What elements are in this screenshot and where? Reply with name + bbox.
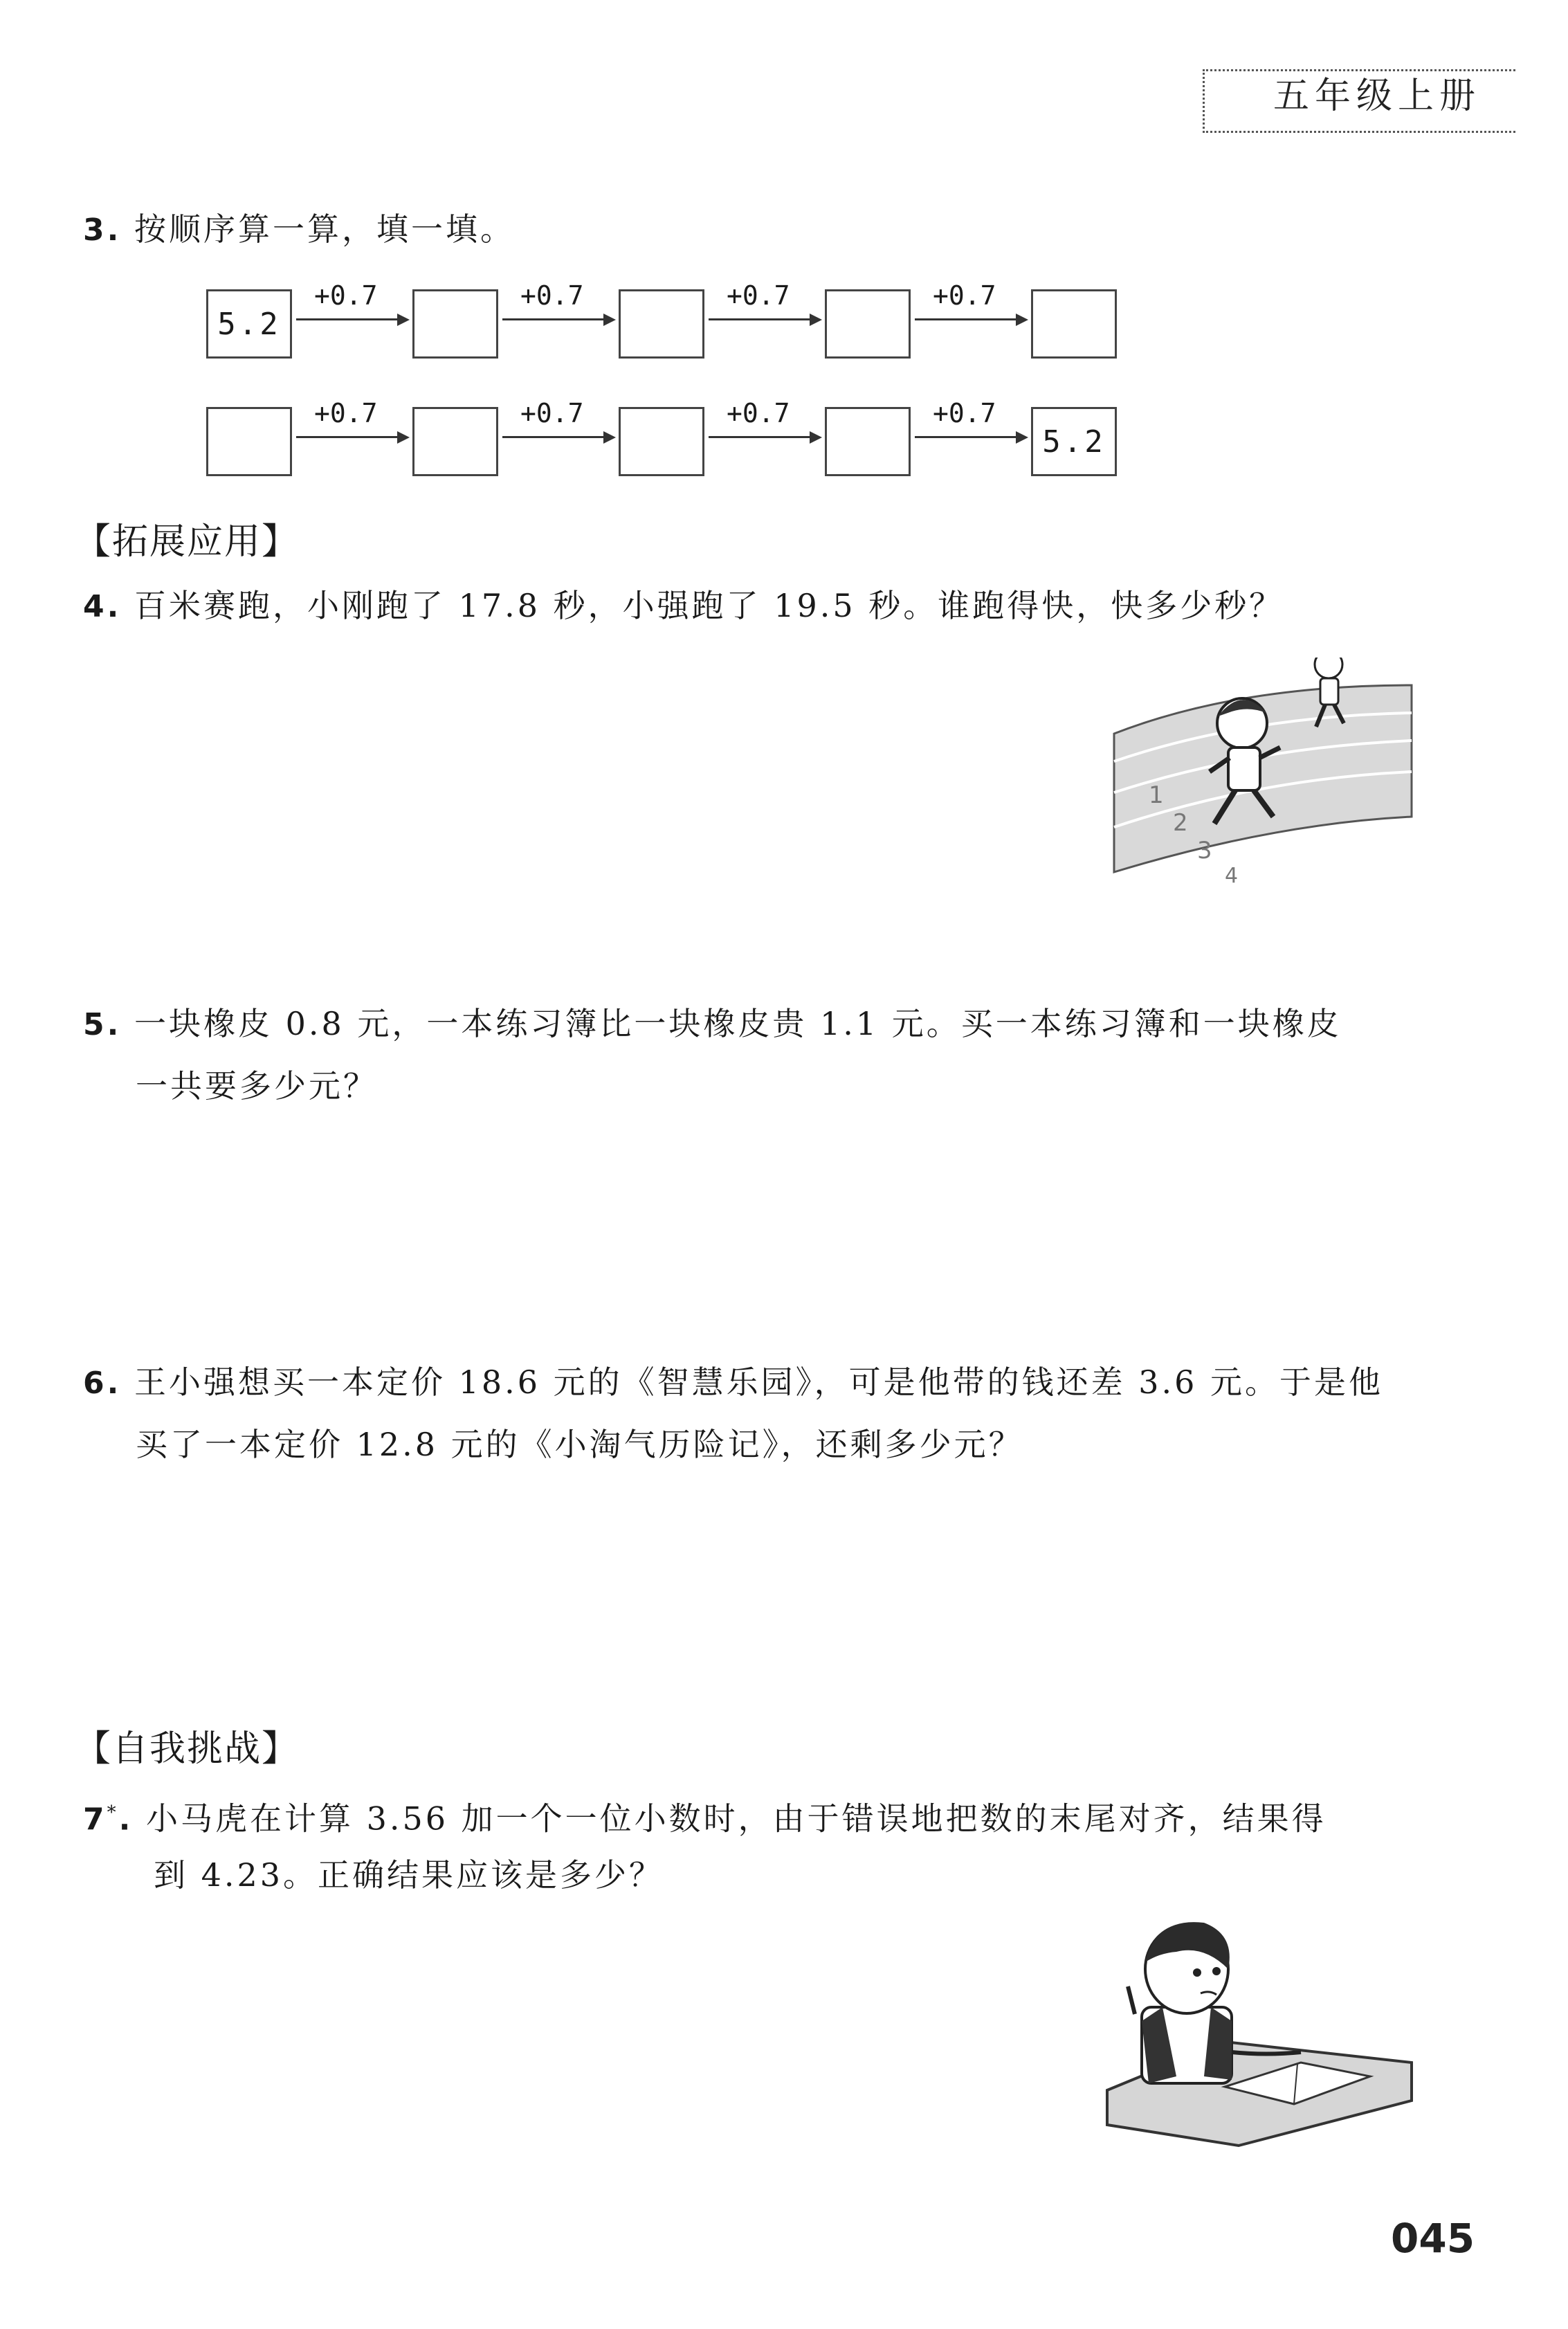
chain-arrow xyxy=(915,280,1025,336)
question-6 xyxy=(83,1351,1383,1415)
question-number-dot: . xyxy=(118,1802,134,1838)
question-7 xyxy=(83,1782,1327,1851)
question-number: 7 xyxy=(83,1802,107,1838)
question-text: 按顺序算一算，填一填。 xyxy=(134,210,515,248)
lane-number: 1 xyxy=(1149,781,1164,809)
pencil-icon xyxy=(1128,1986,1135,2014)
arrow-head-icon xyxy=(810,314,822,326)
question-3 xyxy=(83,198,515,262)
chain-box-start: 5.2 xyxy=(206,289,292,359)
chain-arrow xyxy=(502,280,613,336)
step-label: +0.7 xyxy=(520,398,584,428)
chain-arrow xyxy=(709,398,819,453)
question-text: 百米赛跑，小刚跑了 17.8 秒，小强跑了 19.5 秒。谁跑得快，快多少秒？ xyxy=(134,587,1284,624)
section-title-challenge: 【自我挑战】 xyxy=(75,1728,300,1770)
question-text-line-1: 小马虎在计算 3.56 加一个一位小数时，由于错误地把数的末尾对齐，结果得 xyxy=(145,1800,1327,1838)
running-track-illustration xyxy=(1100,658,1419,886)
question-text-line-1: 一块橡皮 0.8 元，一本练习簿比一块橡皮贵 1.1 元。买一本练习簿和一块橡皮 xyxy=(134,1005,1342,1042)
chain-arrow xyxy=(296,280,407,336)
question-4 xyxy=(83,574,1284,638)
studying-boy-illustration xyxy=(1100,1903,1419,2153)
answer-box[interactable] xyxy=(1031,289,1117,359)
step-label: +0.7 xyxy=(520,280,584,311)
lane-number: 3 xyxy=(1197,837,1212,864)
question-number: 3. xyxy=(83,212,122,248)
question-6-line-2: 买了一本定价 12.8 元的《小淘气历险记》，还剩多少元？ xyxy=(136,1426,1023,1463)
page-number: 045 xyxy=(1391,2215,1475,2262)
question-number: 6. xyxy=(83,1366,122,1401)
step-label: +0.7 xyxy=(314,280,378,311)
chain-box-end: 5.2 xyxy=(1031,407,1117,476)
chain-arrow xyxy=(296,398,407,453)
section-title-extend: 【拓展应用】 xyxy=(75,521,300,563)
challenge-star: * xyxy=(107,1802,119,1823)
arrow-head-icon xyxy=(397,314,410,326)
question-text-line-1: 王小强想买一本定价 18.6 元的《智慧乐园》，可是他带的钱还差 3.6 元。于是他 xyxy=(134,1363,1384,1401)
question-number: 4. xyxy=(83,589,122,624)
chain-arrow xyxy=(709,280,819,336)
step-label: +0.7 xyxy=(727,280,790,311)
question-7-line-2: 到 4.23。正确结果应该是多少？ xyxy=(154,1856,664,1894)
answer-box[interactable] xyxy=(412,407,498,476)
answer-box[interactable] xyxy=(619,289,704,359)
arrow-head-icon xyxy=(1016,431,1028,444)
arrow-head-icon xyxy=(810,431,822,444)
chain-arrow xyxy=(915,398,1025,453)
answer-box[interactable] xyxy=(825,289,911,359)
answer-box[interactable] xyxy=(412,289,498,359)
chain-arrow xyxy=(502,398,613,453)
arrow-head-icon xyxy=(603,314,616,326)
arrow-head-icon xyxy=(603,431,616,444)
answer-box[interactable] xyxy=(825,407,911,476)
step-label: +0.7 xyxy=(314,398,378,428)
lane-number: 4 xyxy=(1225,864,1239,886)
answer-box[interactable] xyxy=(619,407,704,476)
answer-box[interactable] xyxy=(206,407,292,476)
header-title: 五年级上册 xyxy=(1273,75,1482,117)
question-number: 5. xyxy=(83,1007,122,1042)
step-label: +0.7 xyxy=(727,398,790,428)
arrow-head-icon xyxy=(397,431,410,444)
arrow-head-icon xyxy=(1016,314,1028,326)
question-5 xyxy=(83,993,1342,1056)
lane-number: 2 xyxy=(1173,809,1188,837)
step-label: +0.7 xyxy=(933,398,996,428)
step-label: +0.7 xyxy=(933,280,996,311)
question-5-line-2: 一共要多少元？ xyxy=(136,1067,378,1105)
